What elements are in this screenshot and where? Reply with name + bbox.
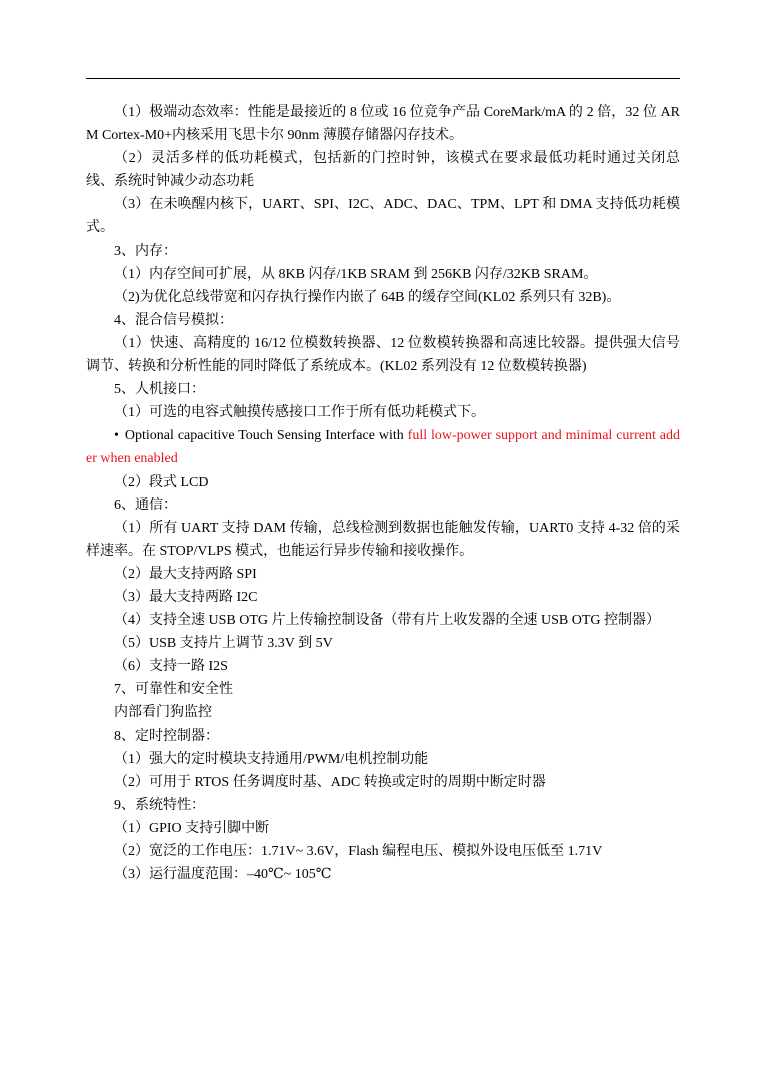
section-heading: 3、内存： — [114, 243, 177, 259]
paragraph: （1）强大的定时模块支持通用/PWM/电机控制功能 — [114, 751, 429, 767]
paragraph: （1）快速、高精度的 16/12 位模数转换器、12 位数模转换器和高速比较器。提供强大信号调节、转换和分析性能的同时降低了系统成本。(KL02 系列没有 12 位数模转换器) — [86, 335, 680, 375]
paragraph: （2)为优化总线带宽和闪存执行操作内嵌了 64B 的缓存空间(KL02 系列只有 32B)。 — [114, 289, 621, 305]
paragraph: （2）段式 LCD — [114, 474, 209, 490]
paragraph: （5）USB 支持片上调节 3.3V 到 5V — [114, 636, 333, 652]
paragraph: （2）宽泛的工作电压：1.71V~ 3.6V，Flash 编程电压、模拟外设电压低至 1.71V — [114, 844, 603, 859]
section-heading: 9、系统特性： — [114, 797, 205, 813]
paragraph: （1）极端动态效率：性能是最接近的 8 位或 16 位竞争产品 CoreMark/mA 的 2 倍，32 位 ARM Cortex-M0+内核采用飞思卡尔 90nm 薄膜存储器闪存技术。 — [86, 105, 680, 144]
paragraph: （1）内存空间可扩展，从 8KB 闪存/1KB SRAM 到 256KB 闪存/32KB SRAM。 — [114, 266, 598, 282]
paragraph: 内部看门狗监控 — [114, 705, 212, 721]
section-heading: 5、人机接口： — [114, 382, 205, 398]
paragraph: （1）可选的电容式触摸传感接口工作于所有低功耗模式下。 — [114, 405, 485, 421]
english-bullet-paragraph — [86, 424, 680, 470]
paragraph: （3）在未唤醒内核下，UART、SPI、I2C、ADC、DAC、TPM、LPT 和 DMA 支持低功耗模式。 — [86, 197, 680, 236]
document-body — [86, 101, 680, 886]
bullet-text: Optional capacitive Touch Sensing Interface with — [124, 428, 408, 444]
section-heading: 7、可靠性和安全性 — [114, 682, 233, 698]
highlighted-text: full low-power support and minimal current adder when enabled — [86, 428, 680, 467]
header-rule — [86, 78, 680, 79]
paragraph: （3）最大支持两路 I2C — [114, 589, 258, 605]
paragraph: （6）支持一路 I2S — [114, 659, 228, 675]
paragraph: （3）运行温度范围：–40℃~ 105℃ — [114, 867, 332, 883]
paragraph: （2）灵活多样的低功耗模式，包括新的门控时钟，该模式在要求最低功耗时通过关闭总线、系统时钟减少动态功耗 — [86, 151, 680, 190]
section-heading: 6、通信： — [114, 497, 177, 513]
section-heading: 4、混合信号模拟： — [114, 312, 233, 328]
paragraph: （1）GPIO 支持引脚中断 — [114, 820, 270, 836]
bullet-icon: • — [114, 428, 119, 444]
paragraph: （1）所有 UART 支持 DAM 传输，总线检测到数据也能触发传输，UART0 支持 4-32 倍的采样速率。在 STOP/VLPS 模式，也能运行异步传输和接收操作。 — [86, 520, 680, 559]
paragraph: （2）最大支持两路 SPI — [114, 566, 257, 582]
section-heading: 8、定时控制器： — [114, 728, 219, 744]
paragraph: （4）支持全速 USB OTG 片上传输控制设备（带有片上收发器的全速 USB OTG 控制器） — [114, 613, 661, 629]
paragraph: （2）可用于 RTOS 任务调度时基、ADC 转换或定时的周期中断定时器 — [114, 774, 546, 790]
